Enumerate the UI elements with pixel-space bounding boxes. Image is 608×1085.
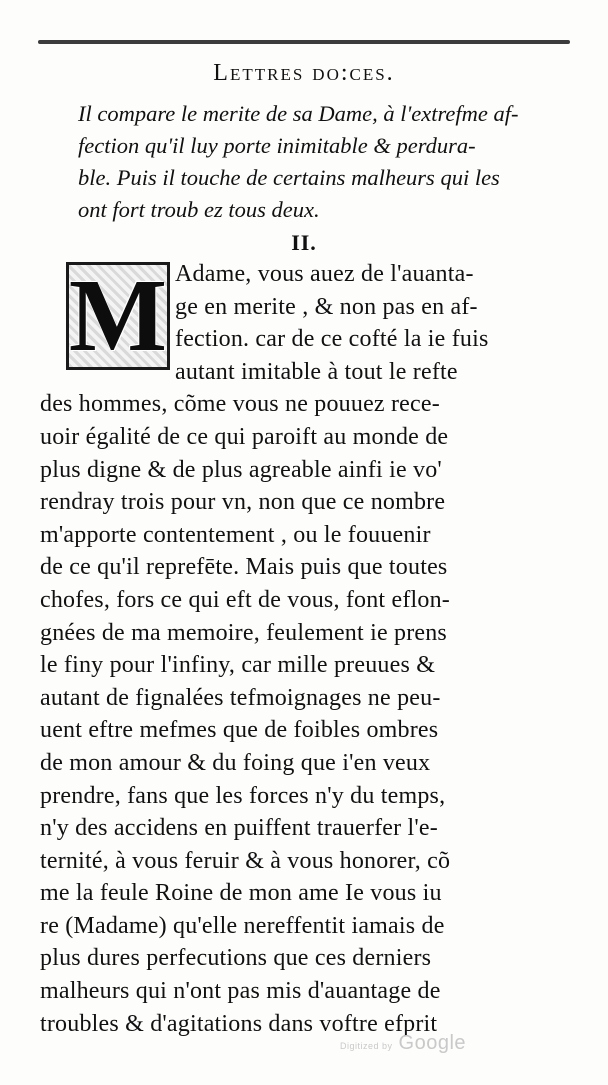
body-line: malheurs qui n'ont pas mis d'auantage de [40, 978, 441, 1005]
decorated-initial [66, 258, 170, 373]
body-line: Adame, vous auez de l'auanta- [175, 261, 474, 287]
initial-letter: M [68, 258, 168, 373]
argument-line: ont fort troub ez tous deux. [78, 197, 320, 222]
body-line: fection. car de ce cofté la ie fuis [175, 326, 489, 353]
body-line: m'apporte contentement , ou le fouuenir [40, 521, 431, 548]
body-line: rendray trois pour vn, non que ce nombre [40, 489, 446, 516]
watermark-brand: Google [398, 1032, 467, 1054]
body-line: plus dures perfecutions que ces derniers [40, 945, 432, 972]
watermark-prefix: Digitized by [340, 1041, 393, 1051]
digitized-watermark [340, 1032, 466, 1055]
body-line: gnées de ma memoire, feulement ie prens [40, 619, 447, 646]
argument-line: ble. Puis il touche de certains malheurs qui les [78, 165, 500, 190]
top-rule [38, 40, 570, 44]
body-line: autant imitable à tout le refte [175, 358, 458, 385]
body-line: autant de fignalées tefmoignages ne peu- [40, 684, 441, 711]
body-line: uent eftre mefmes que de foibles ombres [40, 717, 439, 744]
running-head: Lettres do:ces. [213, 60, 395, 86]
body-line: de ce qu'il reprefēte. Mais puis que toutes [40, 554, 448, 581]
body-line: prendre, fans que les forces n'y du temps, [40, 782, 446, 809]
body-line: re (Madame) qu'elle nereffentit iamais de [40, 912, 445, 939]
body-line: le finy pour l'infiny, car mille preuues & [40, 652, 436, 679]
body-line: des hommes, cõme vous ne pouuez rece- [40, 391, 440, 418]
body-line: ternité, à vous feruir & à vous honorer, cõ [40, 847, 451, 874]
body-line: n'y des accidens en puiffent trauerfer l'e- [40, 815, 438, 842]
argument-line: fection qu'il luy porte inimitable & perdura- [78, 133, 476, 158]
section-numeral: II. [291, 230, 317, 255]
body-line: plus digne & de plus agreable ainfi ie vo' [40, 456, 442, 483]
argument-line: Il compare le merite de sa Dame, à l'extrefme af- [78, 101, 519, 126]
chapter-argument [78, 98, 548, 226]
body-line: uoir égalité de ce qui paroift au monde de [40, 423, 449, 450]
body-line: me la feule Roine de mon ame Ie vous iu [40, 880, 442, 907]
body-line: troubles & d'agitations dans voftre efprit [40, 1010, 438, 1037]
body-line: ge en merite , & non pas en af- [175, 293, 478, 320]
body-line: chofes, fors ce qui eft de vous, font eflon- [40, 586, 451, 613]
letter-body [40, 258, 540, 1040]
body-line: de mon amour & du foing que i'en veux [40, 749, 431, 776]
